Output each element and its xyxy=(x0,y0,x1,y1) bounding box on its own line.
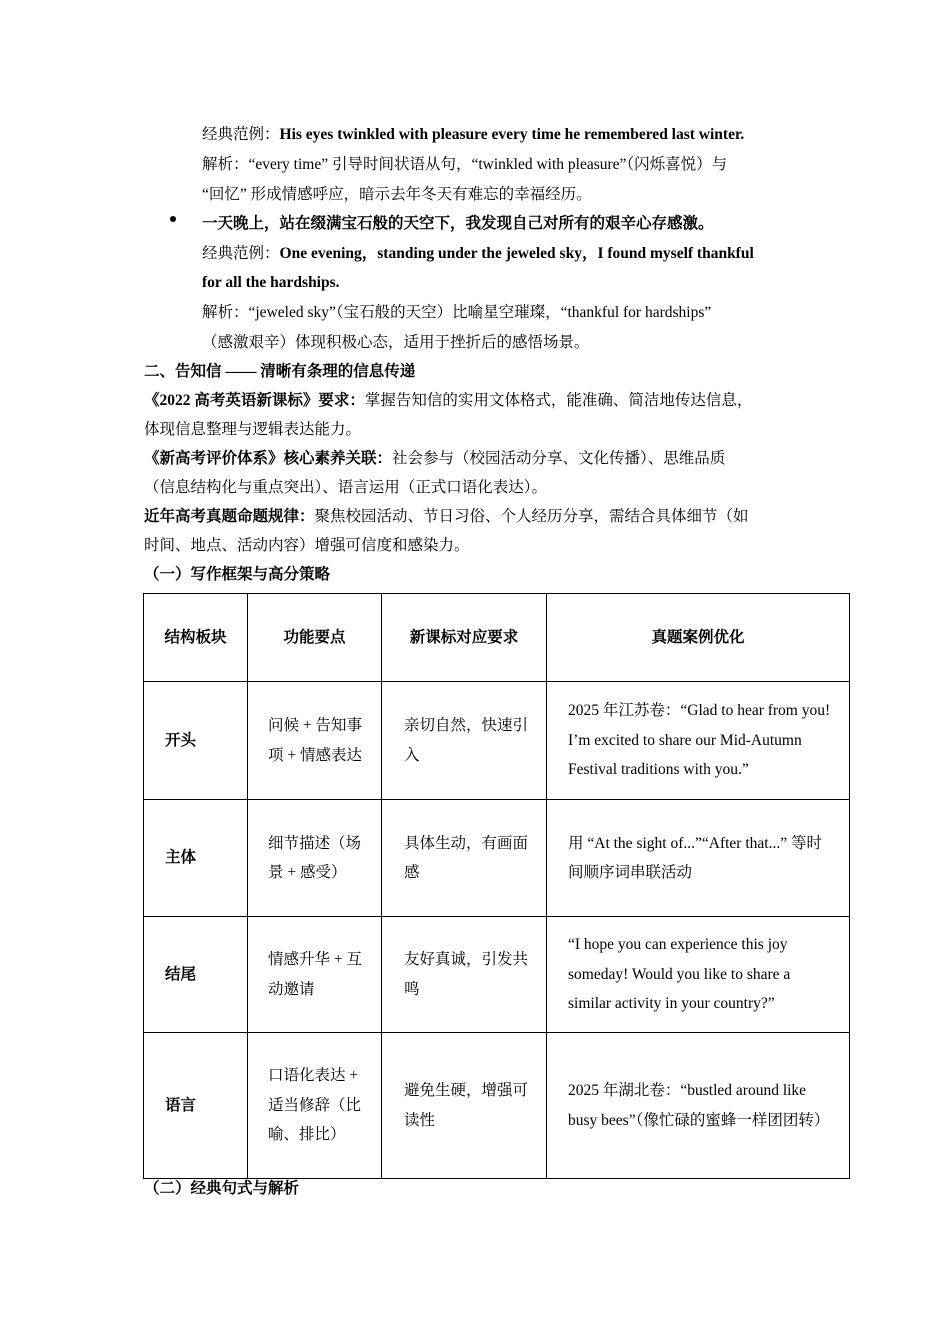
case-cell: 2025 年湖北卷：“bustled around like busy bees”（像忙碌的蜜蜂一样团团转） xyxy=(547,1033,850,1179)
trend-text-cont: 时间、地点、活动内容）增强可信度和感染力。 xyxy=(144,537,470,554)
function-cell: 口语化表达 + 适当修辞（比喻、排比） xyxy=(248,1033,382,1179)
table-row xyxy=(144,917,850,1033)
bullet-icon xyxy=(170,216,176,222)
evaluation-paragraph xyxy=(144,448,725,470)
case-cell: “I hope you can experience this joy someday! Would you like to share a similar activity in your country?” xyxy=(547,917,850,1033)
table-header-cell: 结构板块 xyxy=(144,594,248,682)
row-name-cell: 结尾 xyxy=(144,917,248,1033)
framework-table xyxy=(143,593,850,1179)
analysis-line: （感激艰辛）体现积极心态，适用于挫折后的感悟场景。 xyxy=(202,334,590,351)
table-row xyxy=(144,682,850,800)
requirement-text: 掌握告知信的实用文体格式，能准确、简洁地传达信息， xyxy=(364,392,753,409)
row-name-cell: 主体 xyxy=(144,800,248,917)
trend-paragraph xyxy=(144,506,749,528)
table-header-cell: 新课标对应要求 xyxy=(382,594,547,682)
requirement-cell: 亲切自然，快速引入 xyxy=(382,682,547,800)
example-sentence: His eyes twinkled with pleasure every time he remembered last winter. xyxy=(279,126,745,143)
example-sentence-cont: for all the hardships. xyxy=(202,274,340,291)
section-heading: 二、告知信 —— 清晰有条理的信息传递 xyxy=(144,363,416,380)
function-cell: 情感升华 + 互动邀请 xyxy=(248,917,382,1033)
subsection-heading: （二）经典句式与解析 xyxy=(144,1180,300,1197)
example-sentence: One evening，standing under the jeweled sky，I found myself thankful xyxy=(279,245,754,262)
bullet-sentence: 一天晚上，站在缀满宝石般的天空下，我发现自己对所有的艰辛心存感激。 xyxy=(202,215,714,232)
evaluation-text-cont: （信息结构化与重点突出）、语言运用（正式口语化表达）。 xyxy=(144,479,548,496)
table-header-row xyxy=(144,594,850,682)
requirement-cell: 避免生硬，增强可读性 xyxy=(382,1033,547,1179)
table-row xyxy=(144,800,850,917)
row-name-cell: 语言 xyxy=(144,1033,248,1179)
function-cell: 细节描述（场景 + 感受） xyxy=(248,800,382,917)
example-1-line xyxy=(202,124,744,146)
requirement-text-cont: 体现信息整理与逻辑表达能力。 xyxy=(144,421,362,438)
example-label: 经典范例： xyxy=(202,126,280,143)
trend-label: 近年高考真题命题规律： xyxy=(144,508,315,525)
table-header-cell: 真题案例优化 xyxy=(547,594,850,682)
analysis-line: 解析：“every time” 引导时间状语从句，“twinkled with pleasure”（闪烁喜悦）与 xyxy=(202,156,728,173)
row-name-cell: 开头 xyxy=(144,682,248,800)
example-line xyxy=(202,243,754,265)
subsection-heading: （一）写作框架与高分策略 xyxy=(144,566,331,583)
function-cell: 问候 + 告知事项 + 情感表达 xyxy=(248,682,382,800)
analysis-line: “回忆” 形成情感呼应，暗示去年冬天有难忘的幸福经历。 xyxy=(202,186,592,203)
trend-text: 聚焦校园活动、节日习俗、个人经历分享，需结合具体细节（如 xyxy=(314,508,749,525)
case-cell: 用 “At the sight of...”“After that...” 等时间顺序词串联活动 xyxy=(547,800,850,917)
evaluation-label: 《新高考评价体系》核心素养关联： xyxy=(144,450,393,467)
requirement-cell: 友好真诚，引发共鸣 xyxy=(382,917,547,1033)
table-header-cell: 功能要点 xyxy=(248,594,382,682)
requirement-label: 《2022 高考英语新课标》要求： xyxy=(144,392,365,409)
requirement-cell: 具体生动，有画面感 xyxy=(382,800,547,917)
example-label: 经典范例： xyxy=(202,245,280,262)
requirement-paragraph xyxy=(144,390,752,412)
evaluation-text: 社会参与（校园活动分享、文化传播）、思维品质 xyxy=(392,450,726,467)
analysis-line: 解析：“jeweled sky”（宝石般的天空）比喻星空璀璨，“thankful for hardships” xyxy=(202,304,712,321)
case-cell: 2025 年江苏卷：“Glad to hear from you! I’m excited to share our Mid-Autumn Festival traditions with you.” xyxy=(547,682,850,800)
table-row xyxy=(144,1033,850,1179)
